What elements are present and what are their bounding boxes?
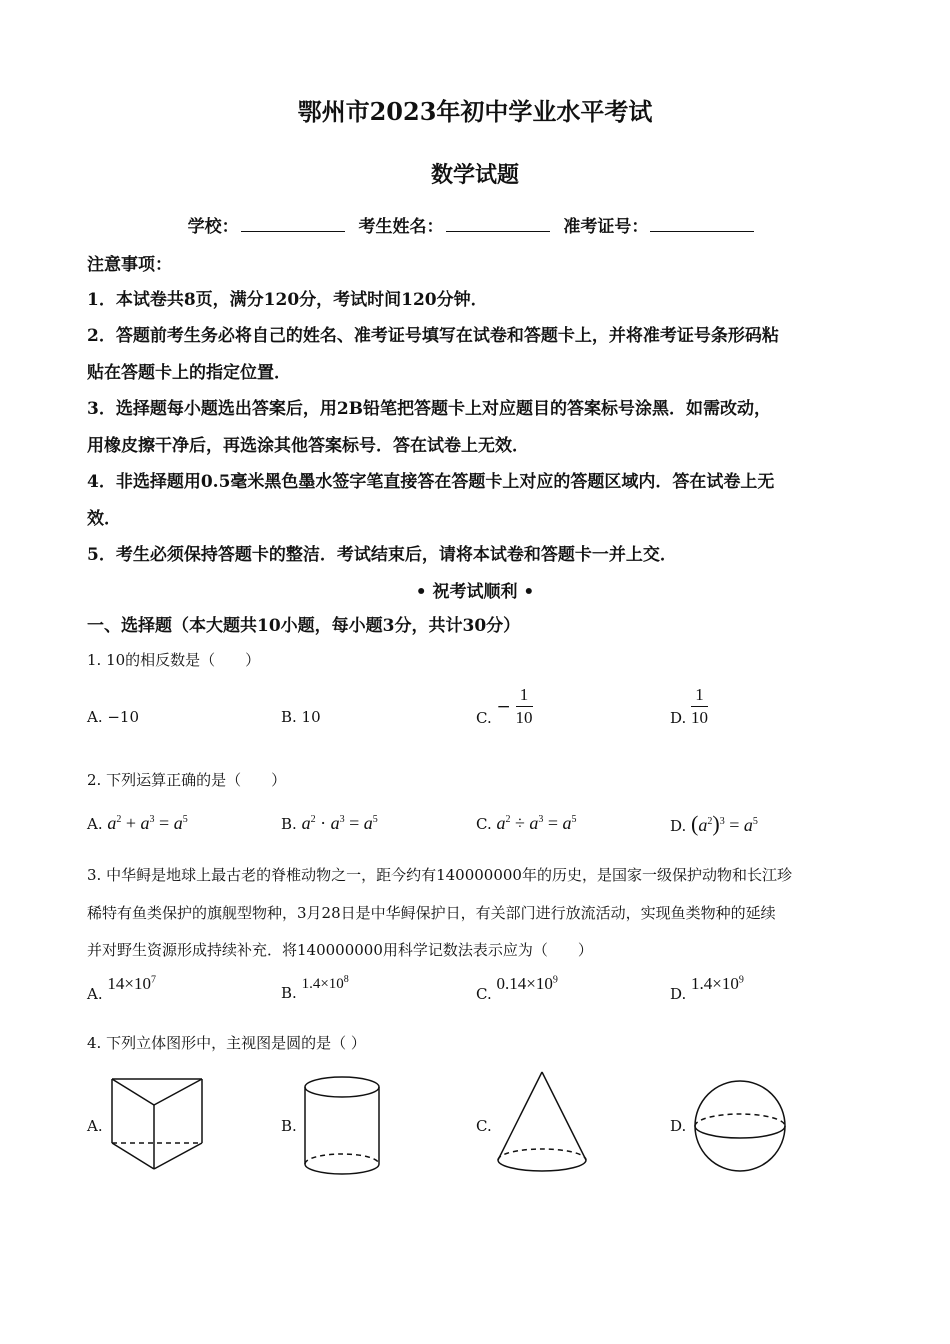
name-blank[interactable] <box>446 217 550 232</box>
sphere-icon <box>690 1078 790 1174</box>
notice-line-2b: 贴在答题卡上的指定位置． <box>87 363 291 383</box>
name-label: 考生姓名： <box>358 217 444 237</box>
section-heading: 一、选择题（本大题共10小题，每小题3分，共计30分） <box>87 616 521 636</box>
notice-line-4: 4．非选择题用0.5毫米黑色墨水签字笔直接答在答题卡上对应的答题区域内．答在试卷上无 <box>87 472 775 492</box>
q1-minus-sign: − <box>496 696 511 717</box>
q2-a-label: A. <box>87 815 103 833</box>
exam-subtitle: 数学试题 <box>430 162 519 188</box>
q1-option-a[interactable]: A. −10 <box>87 708 140 726</box>
q4-option-a[interactable]: A. <box>87 1117 103 1135</box>
q3-c-label: C. <box>476 985 492 1003</box>
question-4-stem: 4. 下列立体图形中，主视图是圆的是（ ） <box>87 1034 366 1052</box>
q3-d-label: D. <box>670 985 687 1003</box>
q2-option-d[interactable] <box>670 811 758 837</box>
id-label: 准考证号： <box>563 217 649 237</box>
q4-option-d[interactable]: D. <box>670 1117 687 1135</box>
question-3-stem-line-2: 稀特有鱼类保护的旗舰型物种，3月28日是中华鲟保护日，有关部门进行放流活动，实现鱼类物种的延续 <box>87 904 776 922</box>
q1-fraction-positive: $\frac{1}{10}$ <box>691 685 709 727</box>
q1-option-c[interactable] <box>476 684 533 729</box>
q2-option-c[interactable] <box>476 813 577 834</box>
question-3-stem-line-3: 并对野生资源形成持续补充．将140000000用科学记数法表示应为（ ） <box>87 941 593 959</box>
q2-d-label: D. <box>670 817 687 835</box>
q3-option-d[interactable] <box>670 974 744 1003</box>
q3-d-value: $1.4\times 10^9$ <box>691 974 744 993</box>
notice-line-3: 3．选择题每小题选出答案后，用2B铅笔把答题卡上对应题目的答案标号涂黑．如需改动， <box>87 399 772 419</box>
q3-b-label: B. <box>281 984 297 1002</box>
q3-option-c[interactable] <box>476 974 558 1003</box>
q3-b-value: $1.4\times 10^8$ <box>301 974 349 992</box>
q1-option-d[interactable] <box>670 684 708 729</box>
q3-a-label: A. <box>87 985 103 1003</box>
notice-line-2: 2．答题前考生务必将自己的姓名、准考证号填写在试卷和答题卡上，并将准考证号条形码粘 <box>87 326 779 346</box>
q3-a-value: $14\times 10^7$ <box>107 974 156 993</box>
candidate-info <box>0 212 950 237</box>
q2-a-expression: $a^2 + a^3 = a^5$ <box>107 813 188 833</box>
q2-option-a[interactable] <box>87 813 188 834</box>
exam-title: 鄂州市2023年初中学业水平考试 <box>297 97 653 126</box>
question-2-stem: 2. 下列运算正确的是（ ） <box>87 771 287 789</box>
q2-d-expression: $(a^2)^3 = a^5$ <box>691 811 758 836</box>
notice-heading: 注意事项： <box>87 255 172 275</box>
q3-option-a[interactable] <box>87 974 156 1003</box>
q2-b-label: B. <box>281 815 297 833</box>
q4-option-c[interactable]: C. <box>476 1117 492 1135</box>
cone-icon <box>494 1068 590 1176</box>
q1-option-d-label: D. <box>670 708 687 727</box>
q2-c-expression: $a^2 \div a^3 = a^5$ <box>496 813 577 833</box>
id-blank[interactable] <box>650 217 754 232</box>
triangular-prism-icon <box>106 1075 206 1175</box>
q1-option-c-label: C. <box>476 708 492 727</box>
q4-option-b[interactable]: B. <box>281 1117 297 1135</box>
question-3-stem-line-1: 3. 中华鲟是地球上最古老的脊椎动物之一，距今约有140000000年的历史，是国家一级保护动物和长江珍 <box>87 866 792 884</box>
q3-c-value: $0.14\times 10^9$ <box>496 974 558 993</box>
notice-line-1: 1．本试卷共8页，满分120分，考试时间120分钟． <box>87 290 488 310</box>
q2-option-b[interactable] <box>281 813 378 834</box>
notice-line-3b: 用橡皮擦干净后，再选涂其他答案标号．答在试卷上无效． <box>87 436 529 456</box>
notice-line-5: 5．考生必须保持答题卡的整洁．考试结束后，请将本试卷和答题卡一并上交． <box>87 545 677 565</box>
q1-fraction-negative: $\frac{1}{10}$ <box>515 685 533 727</box>
cylinder-icon <box>300 1075 384 1177</box>
school-label: 学校： <box>187 217 239 237</box>
good-luck-wish: • 祝考试顺利 • <box>415 582 535 602</box>
notice-line-4b: 效． <box>87 509 121 529</box>
question-1-stem: 1. 10的相反数是（ ） <box>87 651 261 669</box>
q3-option-b[interactable] <box>281 974 349 1002</box>
school-blank[interactable] <box>241 217 345 232</box>
q1-option-b[interactable]: B. 10 <box>281 708 321 726</box>
q2-c-label: C. <box>476 815 492 833</box>
q2-b-expression: $a^2 \cdot a^3 = a^5$ <box>301 813 378 833</box>
